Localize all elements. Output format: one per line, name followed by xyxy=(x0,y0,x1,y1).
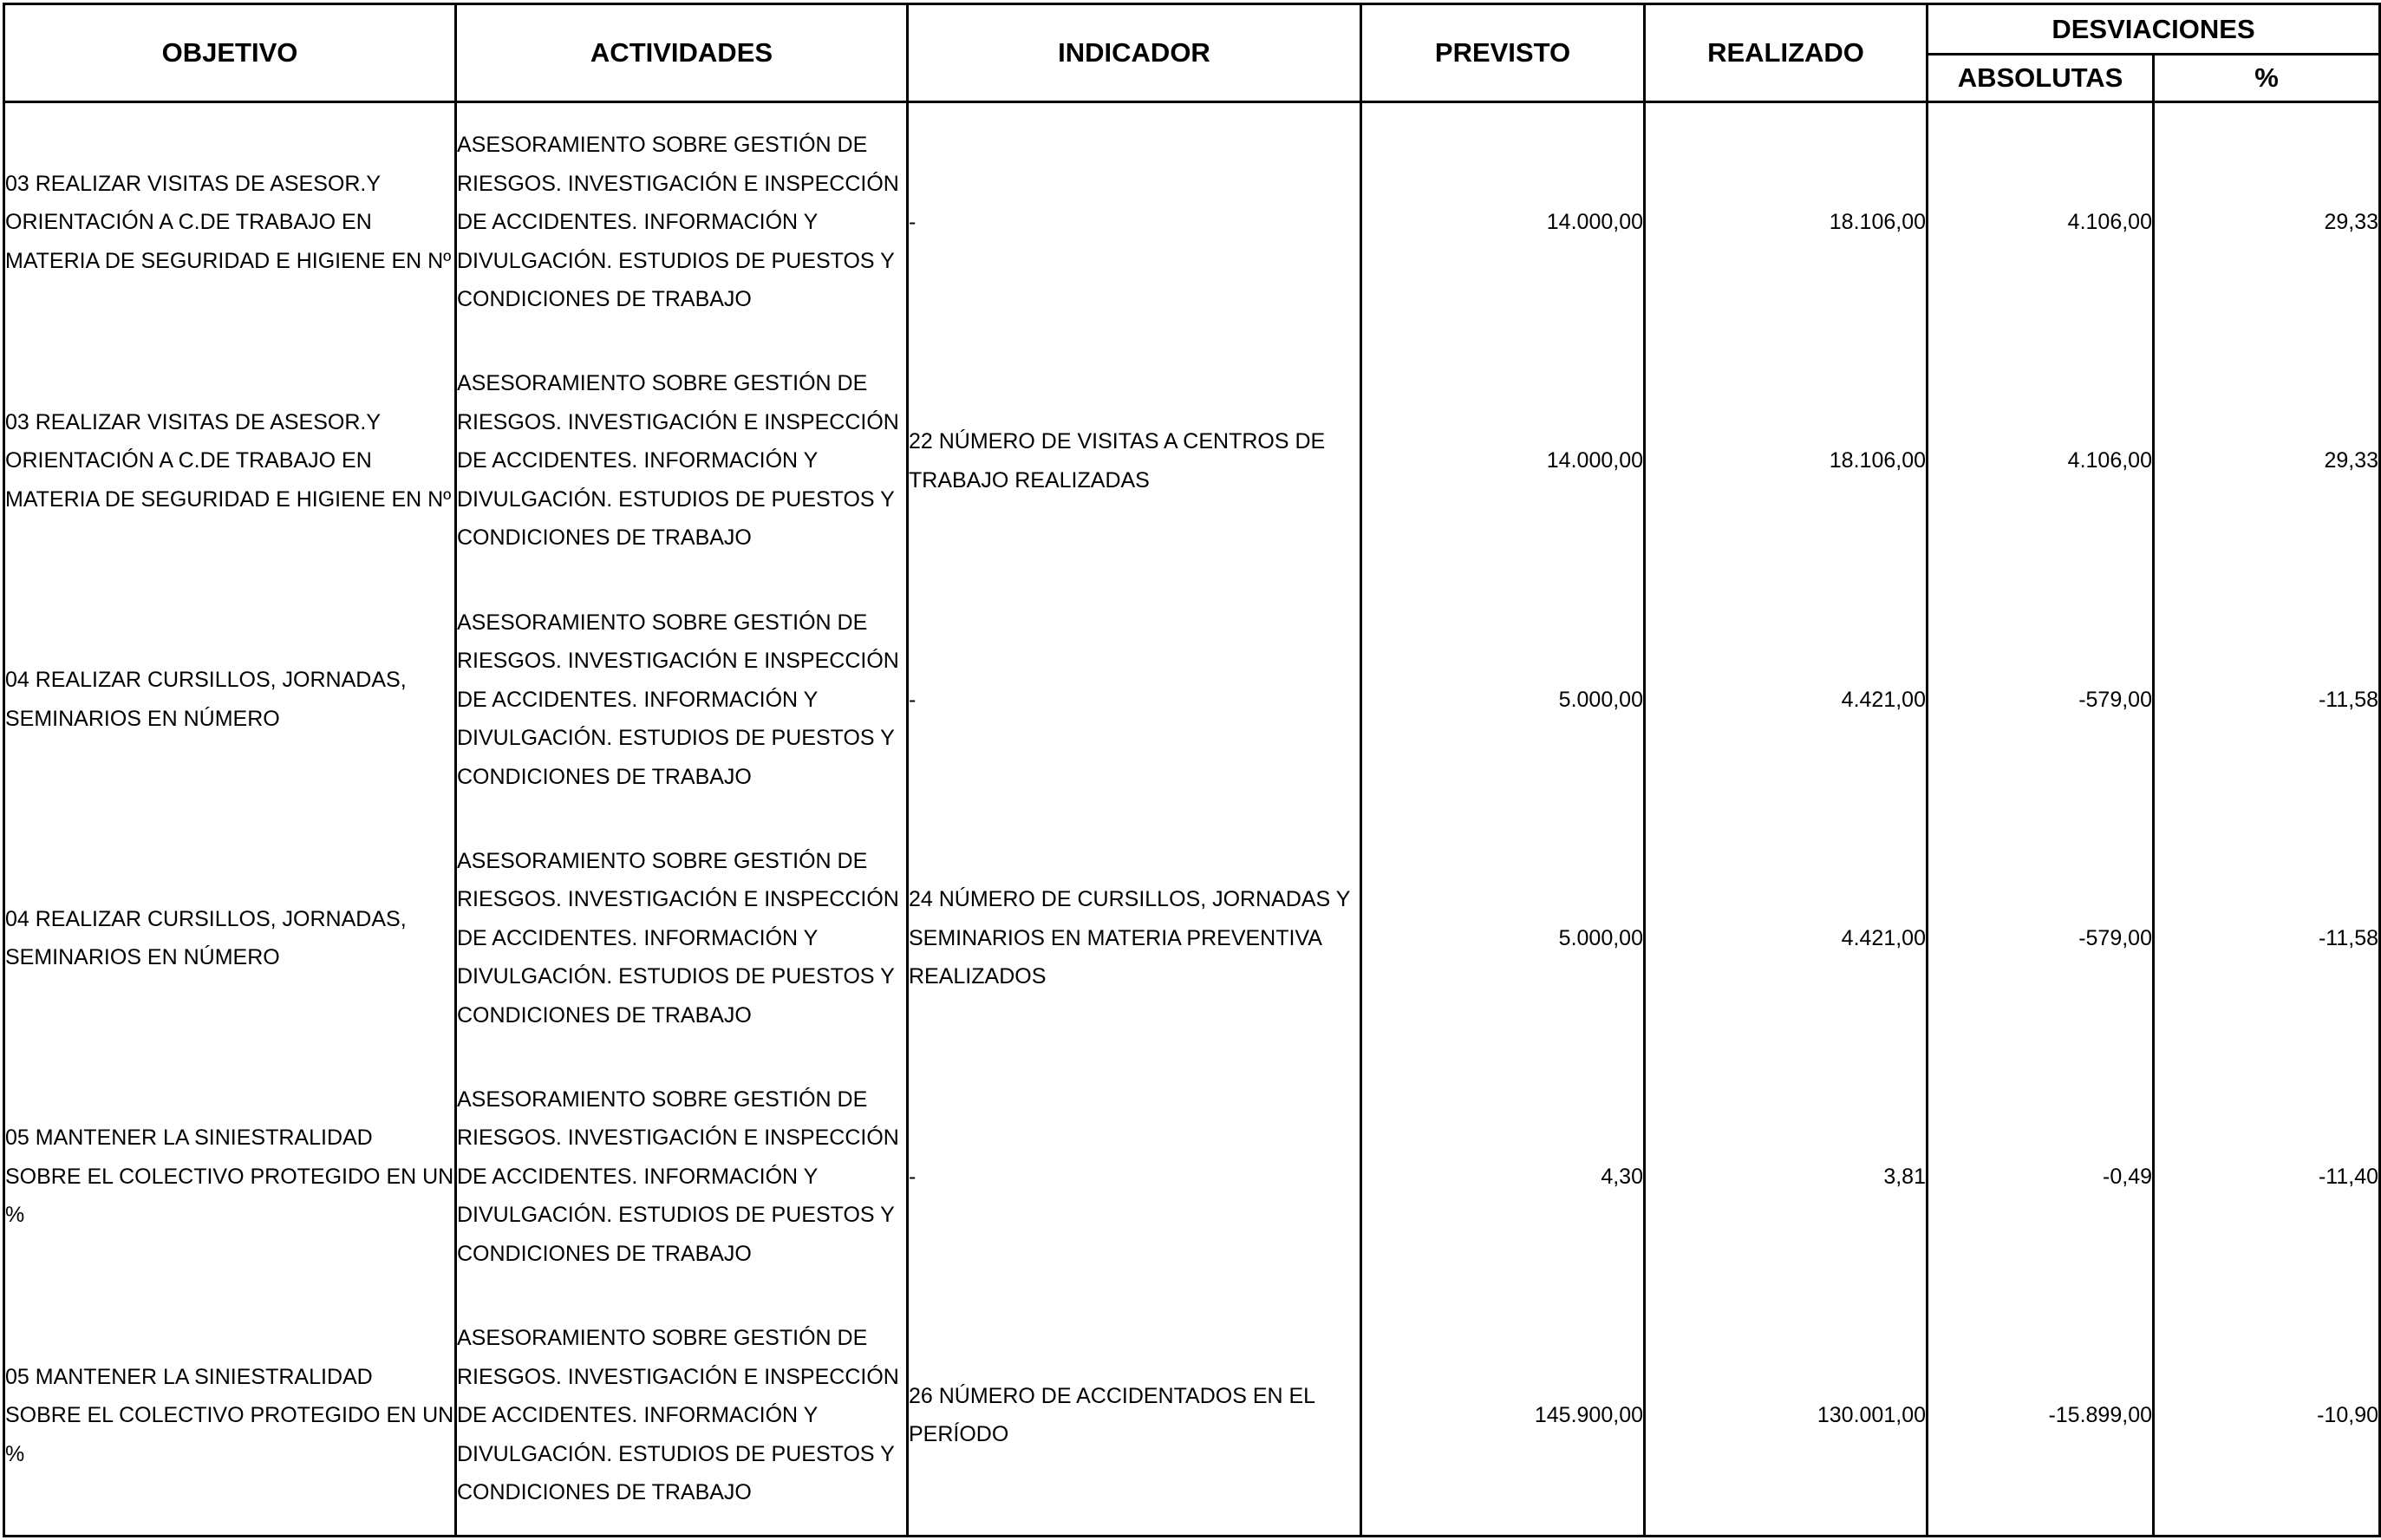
cell-absolutas: 4.106,00 xyxy=(1928,342,2154,580)
table-row xyxy=(4,342,2380,580)
cell-porcentaje: -10,90 xyxy=(2154,1296,2380,1537)
cell-porcentaje: 29,33 xyxy=(2154,342,2380,580)
cell-previsto: 5.000,00 xyxy=(1361,819,1645,1057)
header-desviaciones: DESVIACIONES xyxy=(1928,4,2380,55)
header-porcentaje: % xyxy=(2154,55,2380,102)
cell-objetivo: 04 REALIZAR CURSILLOS, JORNADAS, SEMINARIOS EN NÚMERO xyxy=(4,580,456,819)
header-actividades: ACTIVIDADES xyxy=(456,4,908,102)
cell-actividades: ASESORAMIENTO SOBRE GESTIÓN DE RIESGOS. INVESTIGACIÓN E INSPECCIÓN DE ACCIDENTES. INFORMACIÓN Y DIVULGACIÓN. ESTUDIOS DE PUESTOS Y CONDICIONES DE TRABAJO xyxy=(456,102,908,343)
cell-objetivo: 03 REALIZAR VISITAS DE ASESOR.Y ORIENTACIÓN A C.DE TRABAJO EN MATERIA DE SEGURIDAD E HIGIENE EN Nº xyxy=(4,102,456,343)
cell-objetivo: 04 REALIZAR CURSILLOS, JORNADAS, SEMINARIOS EN NÚMERO xyxy=(4,819,456,1057)
cell-absolutas: 4.106,00 xyxy=(1928,102,2154,343)
cell-actividades: ASESORAMIENTO SOBRE GESTIÓN DE RIESGOS. INVESTIGACIÓN E INSPECCIÓN DE ACCIDENTES. INFORMACIÓN Y DIVULGACIÓN. ESTUDIOS DE PUESTOS Y CONDICIONES DE TRABAJO xyxy=(456,1058,908,1296)
cell-indicador: - xyxy=(908,102,1361,343)
cell-indicador: 22 NÚMERO DE VISITAS A CENTROS DE TRABAJO REALIZADAS xyxy=(908,342,1361,580)
cell-absolutas: -579,00 xyxy=(1928,819,2154,1057)
table-row xyxy=(4,102,2380,343)
cell-absolutas: -15.899,00 xyxy=(1928,1296,2154,1537)
cell-indicador: - xyxy=(908,1058,1361,1296)
cell-previsto: 14.000,00 xyxy=(1361,342,1645,580)
cell-indicador: 26 NÚMERO DE ACCIDENTADOS EN EL PERÍODO xyxy=(908,1296,1361,1537)
cell-absolutas: -0,49 xyxy=(1928,1058,2154,1296)
cell-objetivo: 03 REALIZAR VISITAS DE ASESOR.Y ORIENTACIÓN A C.DE TRABAJO EN MATERIA DE SEGURIDAD E HIGIENE EN Nº xyxy=(4,342,456,580)
table-row xyxy=(4,819,2380,1057)
cell-realizado: 3,81 xyxy=(1645,1058,1928,1296)
cell-objetivo: 05 MANTENER LA SINIESTRALIDAD SOBRE EL COLECTIVO PROTEGIDO EN UN % xyxy=(4,1058,456,1296)
cell-realizado: 18.106,00 xyxy=(1645,342,1928,580)
cell-previsto: 4,30 xyxy=(1361,1058,1645,1296)
cell-actividades: ASESORAMIENTO SOBRE GESTIÓN DE RIESGOS. INVESTIGACIÓN E INSPECCIÓN DE ACCIDENTES. INFORMACIÓN Y DIVULGACIÓN. ESTUDIOS DE PUESTOS Y CONDICIONES DE TRABAJO xyxy=(456,1296,908,1537)
cell-realizado: 130.001,00 xyxy=(1645,1296,1928,1537)
cell-previsto: 145.900,00 xyxy=(1361,1296,1645,1537)
header-absolutas: ABSOLUTAS xyxy=(1928,55,2154,102)
cell-actividades: ASESORAMIENTO SOBRE GESTIÓN DE RIESGOS. INVESTIGACIÓN E INSPECCIÓN DE ACCIDENTES. INFORMACIÓN Y DIVULGACIÓN. ESTUDIOS DE PUESTOS Y CONDICIONES DE TRABAJO xyxy=(456,819,908,1057)
cell-porcentaje: -11,40 xyxy=(2154,1058,2380,1296)
cell-indicador: - xyxy=(908,580,1361,819)
cell-realizado: 18.106,00 xyxy=(1645,102,1928,343)
table-row xyxy=(4,1296,2380,1537)
cell-actividades: ASESORAMIENTO SOBRE GESTIÓN DE RIESGOS. INVESTIGACIÓN E INSPECCIÓN DE ACCIDENTES. INFORMACIÓN Y DIVULGACIÓN. ESTUDIOS DE PUESTOS Y CONDICIONES DE TRABAJO xyxy=(456,342,908,580)
cell-previsto: 14.000,00 xyxy=(1361,102,1645,343)
cell-indicador: 24 NÚMERO DE CURSILLOS, JORNADAS Y SEMINARIOS EN MATERIA PREVENTIVA REALIZADOS xyxy=(908,819,1361,1057)
table-row xyxy=(4,580,2380,819)
cell-realizado: 4.421,00 xyxy=(1645,819,1928,1057)
header-objetivo: OBJETIVO xyxy=(4,4,456,102)
cell-objetivo: 05 MANTENER LA SINIESTRALIDAD SOBRE EL COLECTIVO PROTEGIDO EN UN % xyxy=(4,1296,456,1537)
cell-porcentaje: -11,58 xyxy=(2154,580,2380,819)
table-row xyxy=(4,1058,2380,1296)
cell-porcentaje: 29,33 xyxy=(2154,102,2380,343)
header-previsto: PREVISTO xyxy=(1361,4,1645,102)
cell-porcentaje: -11,58 xyxy=(2154,819,2380,1057)
cell-actividades: ASESORAMIENTO SOBRE GESTIÓN DE RIESGOS. INVESTIGACIÓN E INSPECCIÓN DE ACCIDENTES. INFORMACIÓN Y DIVULGACIÓN. ESTUDIOS DE PUESTOS Y CONDICIONES DE TRABAJO xyxy=(456,580,908,819)
header-indicador: INDICADOR xyxy=(908,4,1361,102)
header-row-top xyxy=(4,4,2380,55)
objectives-table xyxy=(3,3,2381,1537)
cell-absolutas: -579,00 xyxy=(1928,580,2154,819)
cell-previsto: 5.000,00 xyxy=(1361,580,1645,819)
cell-realizado: 4.421,00 xyxy=(1645,580,1928,819)
header-realizado: REALIZADO xyxy=(1645,4,1928,102)
